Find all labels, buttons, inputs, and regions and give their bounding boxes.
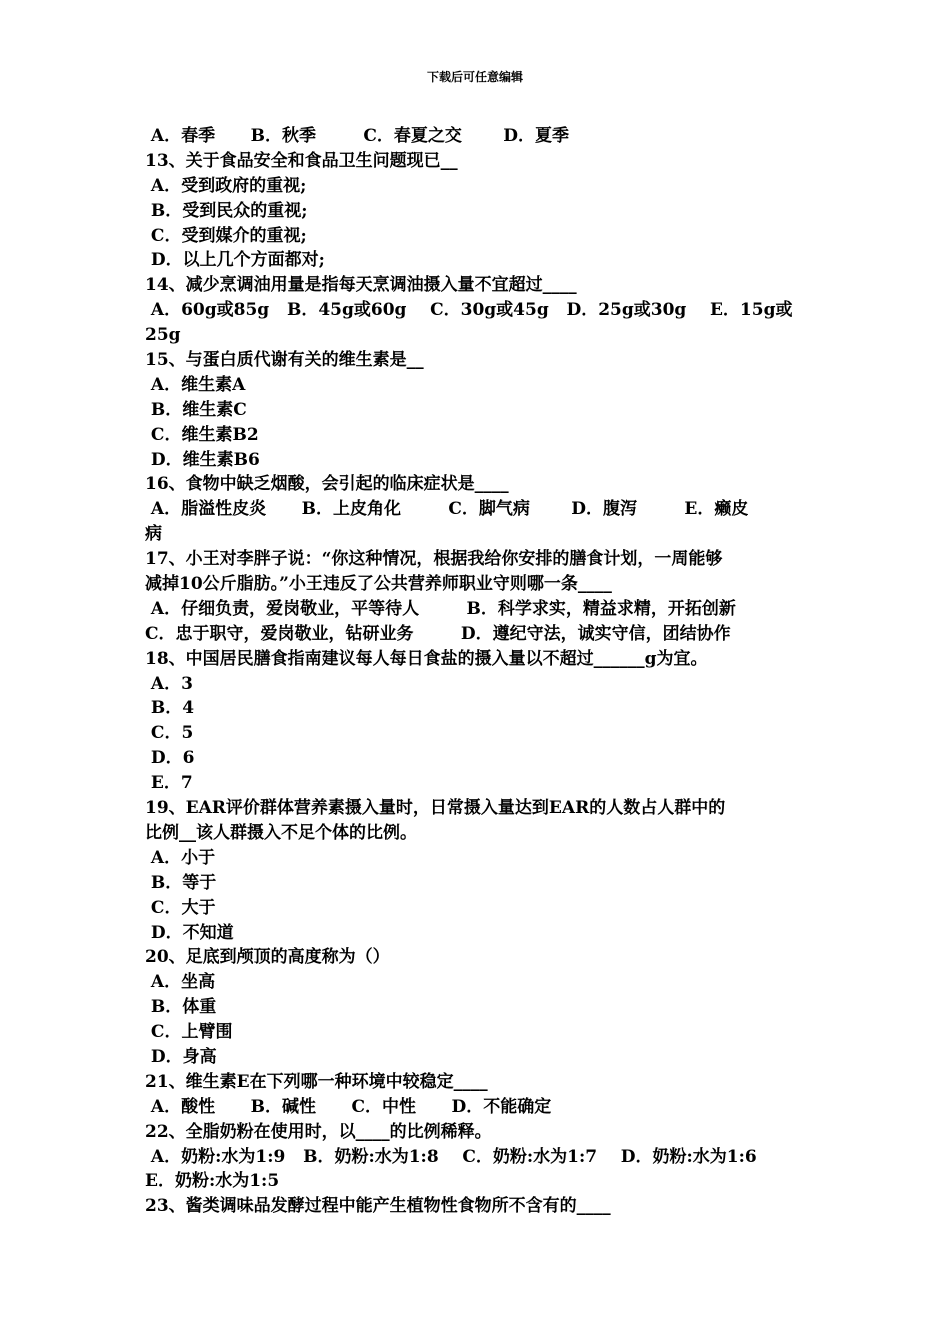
text-line: 20、足底到颅顶的高度称为（）: [145, 947, 390, 968]
text-line: A．坐高: [145, 972, 216, 993]
text-line: 17、小王对李胖子说：“你这种情况，根据我给你安排的膳食计划，一周能够: [145, 549, 723, 570]
text-line: E．奶粉:水为1:5: [145, 1171, 280, 1192]
document-body: [145, 124, 810, 1219]
text-line: B．等于: [145, 872, 217, 893]
text-line: 25g: [145, 325, 181, 346]
text-line: C．5: [145, 723, 194, 744]
text-line: 23、酱类调味品发酵过程中能产生植物性食物所不含有的____: [145, 1196, 611, 1217]
text-line: 13、关于食品安全和食品卫生问题现已__: [145, 150, 458, 171]
text-line: D．以上几个方面都对;: [145, 250, 325, 271]
text-line: B．维生素C: [145, 399, 247, 420]
text-line: C．维生素B2: [145, 424, 259, 445]
text-line: D．维生素B6: [145, 449, 260, 470]
text-line: A．3: [145, 673, 193, 694]
text-line: C．上臂围: [145, 1022, 233, 1043]
text-line: D．身高: [145, 1046, 217, 1067]
text-line: 16、食物中缺乏烟酸，会引起的临床症状是____: [145, 474, 509, 495]
text-line: A．奶粉:水为1:9 B．奶粉:水为1:8 C．奶粉:水为1:7 D．奶粉:水为1:6: [145, 1146, 757, 1167]
text-line: B．4: [145, 698, 195, 719]
text-line: A．脂溢性皮炎 B．上皮角化 C．脚气病 D．腹泻 E．癞皮: [145, 499, 749, 520]
text-line: D．不知道: [145, 922, 234, 943]
text-line: A．小于: [145, 847, 216, 868]
text-line: 19、EAR评价群体营养素摄入量时，日常摄入量达到EAR的人数占人群中的: [145, 798, 726, 819]
text-line: 病: [145, 524, 162, 545]
text-line: A．维生素A: [145, 374, 246, 395]
text-line: A．仔细负责，爱岗敬业，平等待人 B．科学求实，精益求精，开拓创新: [145, 598, 736, 619]
text-line: A．受到政府的重视;: [145, 175, 307, 196]
text-line: 比例__该人群摄入不足个体的比例。: [145, 822, 417, 843]
text-line: A．酸性 B．碱性 C．中性 D．不能确定: [145, 1096, 552, 1117]
text-line: 22、全脂奶粉在使用时，以____的比例稀释。: [145, 1121, 492, 1142]
text-line: A．60g或85g B．45g或60g C．30g或45g D．25g或30g E．15g或: [145, 300, 793, 321]
text-line: 18、中国居民膳食指南建议每人每日食盐的摄入量以不超过______g为宜。: [145, 648, 708, 669]
text-line: 14、减少烹调油用量是指每天烹调油摄入量不宜超过____: [145, 275, 577, 296]
text-line: A．春季 B．秋季 C．春夏之交 D．夏季: [145, 126, 570, 146]
text-line: B．体重: [145, 997, 217, 1018]
text-line: C．受到媒介的重视;: [145, 225, 307, 246]
text-line: E．7: [145, 773, 193, 794]
text-line: 15、与蛋白质代谢有关的维生素是__: [145, 350, 424, 371]
text-line: 21、维生素E在下列哪一种环境中较稳定____: [145, 1071, 488, 1092]
text-line: C．忠于职守，爱岗敬业，钻研业务 D．遵纪守法，诚实守信，团结协作: [145, 623, 731, 644]
text-line: 减掉10公斤脂肪。”小王违反了公共营养师职业守则哪一条____: [145, 574, 612, 595]
text-line: B．受到民众的重视;: [145, 200, 308, 221]
text-line: C．大于: [145, 897, 216, 918]
page-header: 下载后可任意编辑: [426, 70, 523, 84]
text-line: D．6: [145, 748, 195, 769]
